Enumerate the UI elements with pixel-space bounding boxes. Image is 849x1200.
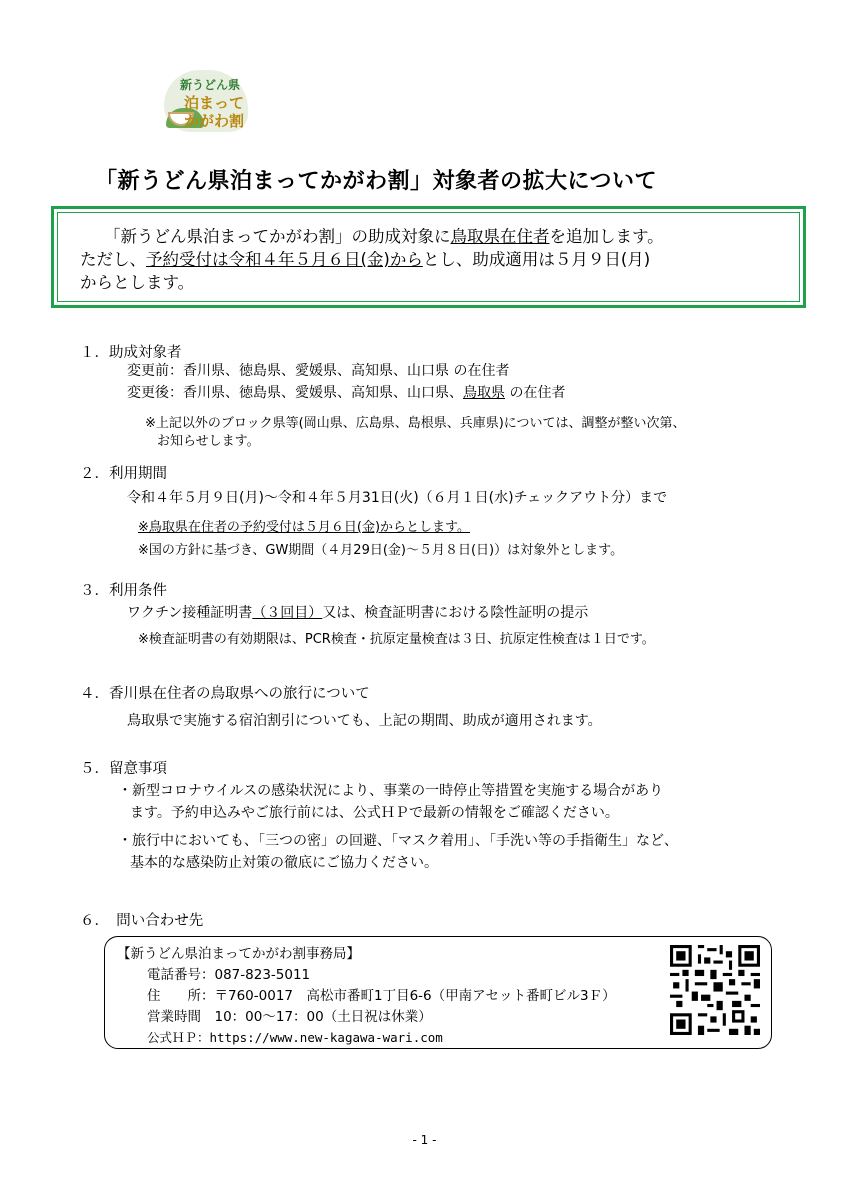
section-2-note-1: ※鳥取県在住者の予約受付は５月６日(金)からとします。 — [138, 520, 470, 535]
notice-line-1 — [80, 225, 799, 248]
section-5-bullet-1-line-1: ・新型コロナウイルスの感染状況により、事業の一時停止等措置を実施する場合があり — [118, 783, 664, 799]
section-3-heading: ３．利用条件 — [80, 583, 167, 599]
section-5-heading: ５．留意事項 — [80, 761, 167, 777]
section-5-bullet-1-line-2: ます。予約申込みやご旅行前には、公式ＨＰで最新の情報をご確認ください。 — [130, 805, 619, 821]
section-1-after-text: 変更後：香川県、徳島県、愛媛県、高知県、山口県、 — [127, 385, 463, 401]
contact-box — [104, 936, 772, 1049]
logo-text-line2: 泊まって — [184, 94, 245, 112]
notice-text: 「新うどん県泊まってかがわ割」の助成対象に — [104, 227, 451, 246]
section-2-period: 令和４年５月９日(月)～令和４年５月31日(火)（６月１日(水)チェックアウト分）まで — [127, 490, 668, 506]
page-number: - 1 - — [412, 1133, 437, 1147]
section-1-before: 変更前：香川県、徳島県、愛媛県、高知県、山口県 の在住者 — [127, 363, 510, 379]
section-4-heading: ４．香川県在住者の鳥取県への旅行について — [80, 686, 370, 702]
notice-highlight-tottori: 鳥取県在住者 — [450, 227, 550, 246]
section-3-condition-text: ワクチン接種証明書 — [127, 605, 253, 621]
section-5-bullet-2-line-1: ・旅行中においても、「三つの密」の回避、「マスク着用」、「手洗い等の手指衛生」など、 — [118, 833, 678, 849]
notice-highlight-reservation: 予約受付は令和４年５月６日(金)から — [146, 250, 423, 269]
section-3-note: ※検査証明書の有効期限は、PCR検査・抗原定量検査は３日、抗原定性検査は１日です。 — [138, 632, 655, 647]
section-2-heading: ２．利用期間 — [80, 466, 167, 482]
section-1-heading: １．助成対象者 — [80, 345, 182, 361]
notice-box-inner — [57, 212, 800, 302]
notice-box — [51, 206, 806, 308]
contact-address: 住 所：〒760-0017 高松市番町1丁目6-6（甲南アセット番町ビル3Ｆ） — [147, 988, 616, 1004]
section-1-after-text: の在住者 — [505, 385, 566, 401]
section-1-note-2: お知らせします。 — [157, 434, 260, 449]
contact-phone[interactable]: 電話番号：087-823-5011 — [147, 967, 311, 983]
section-5-bullet-2-line-2: 基本的な感染防止対策の徹底にご協力ください。 — [130, 855, 438, 871]
notice-line-3: からとします。 — [80, 273, 195, 292]
qr-code-icon[interactable] — [670, 945, 760, 1035]
section-6-heading: ６． 問い合わせ先 — [80, 913, 204, 929]
page-title: 「新うどん県泊まってかがわ割」対象者の拡大について — [95, 169, 658, 194]
section-1-after — [127, 384, 565, 402]
campaign-logo — [158, 62, 258, 148]
notice-text: とし、助成適用は５月９日(月) — [422, 250, 651, 269]
contact-hours: 営業時間 10：00～17：00（土日祝は休業） — [147, 1009, 432, 1025]
section-1-after-tottori: 鳥取県 — [463, 385, 505, 401]
logo-text-line3: かがわ割 — [184, 112, 245, 130]
section-3-third-dose: （３回目） — [252, 605, 323, 621]
section-4-body: 鳥取県で実施する宿泊割引についても、上記の期間、助成が適用されます。 — [127, 713, 602, 729]
section-3-condition — [127, 604, 588, 622]
contact-office-name: 【新うどん県泊まってかがわ割事務局】 — [117, 946, 360, 962]
contact-website-link[interactable]: 公式ＨＰ：https://www.new-kagawa-wari.com — [147, 1030, 443, 1045]
notice-text: を追加します。 — [549, 227, 664, 246]
logo-text-line1: 新うどん県 — [180, 78, 241, 92]
notice-line-2 — [80, 248, 799, 271]
section-2-note-2: ※国の方針に基づき、GW期間（４月29日(金)～５月８日(日)）は対象外とします。 — [138, 543, 624, 558]
section-3-condition-text: 又は、検査証明書における陰性証明の提示 — [322, 605, 589, 621]
section-1-note-1: ※上記以外のブロック県等(岡山県、広島県、島根県、兵庫県)については、調整が整い次第、 — [145, 416, 686, 431]
notice-text: ただし、 — [80, 250, 146, 269]
